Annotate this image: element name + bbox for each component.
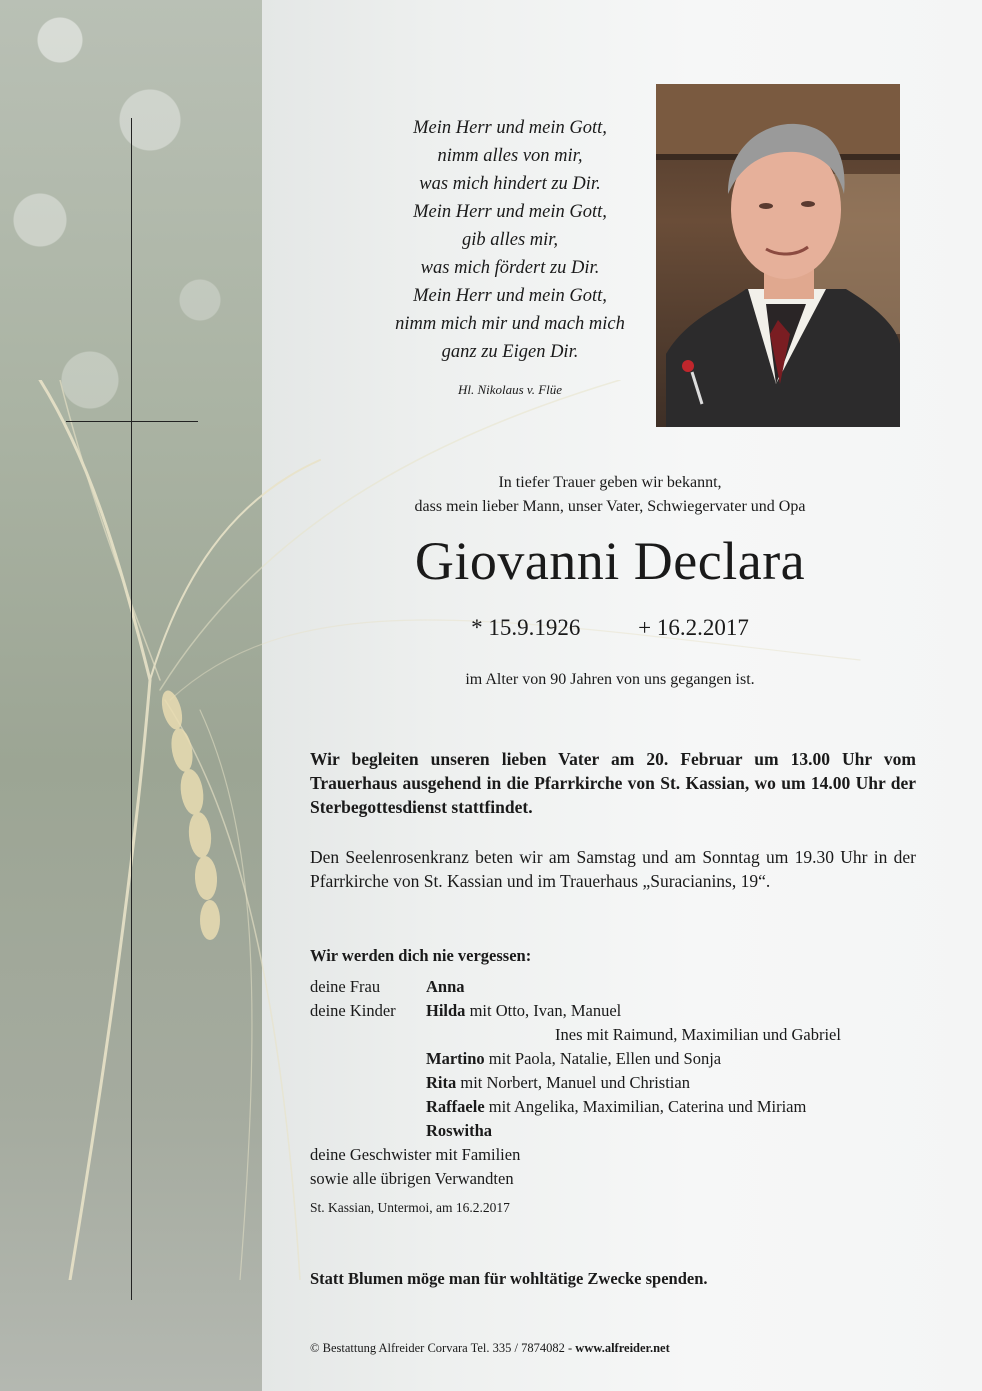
children-label: deine Kinder	[310, 1001, 396, 1020]
prayer-line: nimm alles von mir,	[437, 146, 583, 166]
prayer-line: was mich hindert zu Dir.	[419, 174, 601, 194]
prayer-line: Mein Herr und mein Gott,	[413, 202, 607, 222]
cross-vertical-bar	[131, 118, 132, 1300]
footer-credit	[310, 1341, 670, 1356]
child-family: mit Otto, Ivan, Manuel	[465, 1001, 622, 1020]
prayer-poem	[330, 114, 690, 366]
child-family: mit Norbert, Manuel und Christian	[456, 1073, 690, 1092]
announcement-intro-line1: In tiefer Trauer geben wir bekannt,	[498, 474, 722, 491]
child-family: mit Angelika, Maximilian, Caterina und Miriam	[484, 1097, 807, 1116]
prayer-line: nimm mich mir und mach mich	[395, 314, 625, 334]
life-dates	[310, 615, 910, 641]
prayer-line: was mich fördert zu Dir.	[420, 258, 600, 278]
child-name: Martino	[426, 1049, 485, 1068]
child-name: Raffaele	[426, 1097, 485, 1116]
prayer-line: Mein Herr und mein Gott,	[413, 118, 607, 138]
child-family: mit Paola, Natalie, Ellen und Sonja	[484, 1049, 722, 1068]
child-entry	[426, 1001, 621, 1021]
place-and-date: St. Kassian, Untermoi, am 16.2.2017	[310, 1200, 510, 1215]
age-line: im Alter von 90 Jahren von uns gegangen ist.	[465, 671, 755, 688]
prayer-line: gib alles mir,	[461, 230, 559, 250]
child-entry	[426, 1073, 690, 1093]
relatives-line: sowie alle übrigen Verwandten	[310, 1169, 514, 1188]
child-name: Roswitha	[426, 1121, 493, 1140]
donation-note: Statt Blumen möge man für wohltätige Zwecke spenden.	[310, 1269, 708, 1288]
footer-website-link[interactable]: www.alfreider.net	[575, 1341, 670, 1355]
wife-name-text: Anna	[426, 977, 465, 996]
footer-text: © Bestattung Alfreider Corvara Tel. 335 / 7874082 -	[310, 1341, 576, 1355]
child-entry-continued: Ines mit Raimund, Maximilian und Gabriel	[555, 1025, 841, 1044]
cross-horizontal-bar	[66, 421, 198, 422]
child-name: Rita	[426, 1073, 457, 1092]
death-date: + 16.2.2017	[638, 615, 749, 640]
siblings-line: deine Geschwister mit Familien	[310, 1145, 521, 1164]
wife-name	[426, 977, 465, 997]
prayer-author: Hl. Nikolaus v. Flüe	[457, 382, 563, 397]
child-name: Hilda	[426, 1001, 466, 1020]
wife-label: deine Frau	[310, 977, 381, 996]
deceased-name: Giovanni Declara	[414, 531, 806, 591]
prayer-line: ganz zu Eigen Dir.	[441, 342, 579, 362]
announcement-intro-line2: dass mein lieber Mann, unser Vater, Schwiegervater und Opa	[414, 498, 806, 515]
rosary-paragraph: Den Seelenrosenkranz beten wir am Samstag und am Sonntag um 19.30 Uhr in der Pfarrkirche von St. Kassian und im Trauerhaus „Suracianins, 19“.	[310, 847, 916, 891]
child-entry	[426, 1049, 721, 1069]
child-entry	[426, 1121, 492, 1141]
family-heading: Wir werden dich nie vergessen:	[310, 946, 532, 965]
portrait-photo	[656, 84, 900, 427]
prayer-line: Mein Herr und mein Gott,	[413, 286, 607, 306]
birth-date: * 15.9.1926	[471, 615, 581, 640]
portrait-illustration	[656, 84, 900, 427]
child-entry	[426, 1097, 806, 1117]
funeral-service-paragraph: Wir begleiten unseren lieben Vater am 20. Februar um 13.00 Uhr vom Trauerhaus ausgehend in die Pfarrkirche von St. Kassian, wo um 14.00 Uhr der Sterbegottesdienst stattfindet.	[310, 749, 916, 817]
